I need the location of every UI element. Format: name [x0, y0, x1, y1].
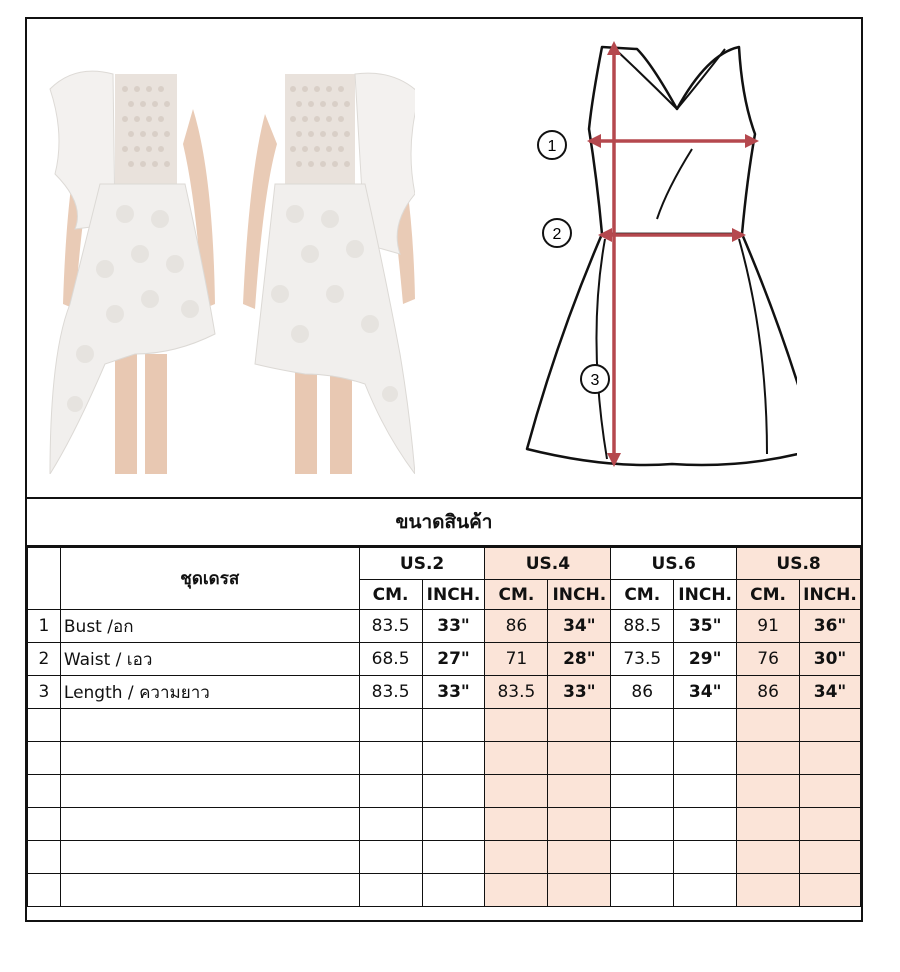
size-chart-sheet	[25, 17, 863, 922]
value-inch: 33"	[422, 676, 485, 709]
row-number: 3	[28, 676, 61, 709]
value-inch: 34"	[548, 610, 611, 643]
empty-row	[28, 775, 861, 808]
measurement-name: Waist / เอว	[60, 643, 359, 676]
value-inch: 29"	[674, 643, 737, 676]
unit-cm-header: CM.	[359, 580, 422, 610]
value-inch: 30"	[800, 643, 861, 676]
marker-1	[538, 131, 566, 159]
dress-type-label: ชุดเดรส	[60, 548, 359, 610]
table-row	[28, 643, 861, 676]
value-inch: 35"	[674, 610, 737, 643]
corner-num-cell	[28, 548, 61, 610]
empty-row	[28, 841, 861, 874]
value-cm: 68.5	[359, 643, 422, 676]
empty-row	[28, 742, 861, 775]
svg-text:1: 1	[547, 138, 557, 155]
measurement-name: Length / ความยาว	[60, 676, 359, 709]
value-inch: 34"	[674, 676, 737, 709]
empty-row	[28, 709, 861, 742]
unit-cm-header: CM.	[611, 580, 674, 610]
size-header-us6: US.6	[611, 548, 737, 580]
size-header-us2: US.2	[359, 548, 485, 580]
svg-text:2: 2	[552, 226, 562, 243]
marker-2	[543, 219, 571, 247]
value-cm: 86	[485, 610, 548, 643]
unit-inch-header: INCH.	[548, 580, 611, 610]
empty-row	[28, 808, 861, 841]
svg-text:3: 3	[590, 372, 600, 389]
row-number: 2	[28, 643, 61, 676]
value-inch: 28"	[548, 643, 611, 676]
size-header-us8: US.8	[737, 548, 861, 580]
unit-inch-header: INCH.	[422, 580, 485, 610]
dress-front-photo	[45, 54, 225, 474]
figure-row	[27, 19, 861, 499]
value-cm: 83.5	[359, 676, 422, 709]
product-size-title: ขนาดสินค้า	[27, 499, 861, 547]
value-inch: 33"	[422, 610, 485, 643]
unit-cm-header: CM.	[737, 580, 800, 610]
value-cm: 73.5	[611, 643, 674, 676]
table-row	[28, 676, 861, 709]
unit-inch-header: INCH.	[800, 580, 861, 610]
value-inch: 27"	[422, 643, 485, 676]
value-cm: 86	[611, 676, 674, 709]
dress-back-photo	[235, 54, 415, 474]
value-inch: 34"	[800, 676, 861, 709]
dress-measurement-diagram	[497, 39, 797, 484]
size-table	[27, 547, 861, 907]
marker-3	[581, 365, 609, 393]
value-inch: 36"	[800, 610, 861, 643]
value-cm: 88.5	[611, 610, 674, 643]
row-number: 1	[28, 610, 61, 643]
value-cm: 76	[737, 643, 800, 676]
empty-row	[28, 874, 861, 907]
value-cm: 71	[485, 643, 548, 676]
table-row	[28, 610, 861, 643]
measurement-name: Bust /อก	[60, 610, 359, 643]
value-cm: 83.5	[485, 676, 548, 709]
value-cm: 91	[737, 610, 800, 643]
unit-cm-header: CM.	[485, 580, 548, 610]
size-header-us4: US.4	[485, 548, 611, 580]
value-cm: 83.5	[359, 610, 422, 643]
value-cm: 86	[737, 676, 800, 709]
unit-inch-header: INCH.	[674, 580, 737, 610]
value-inch: 33"	[548, 676, 611, 709]
